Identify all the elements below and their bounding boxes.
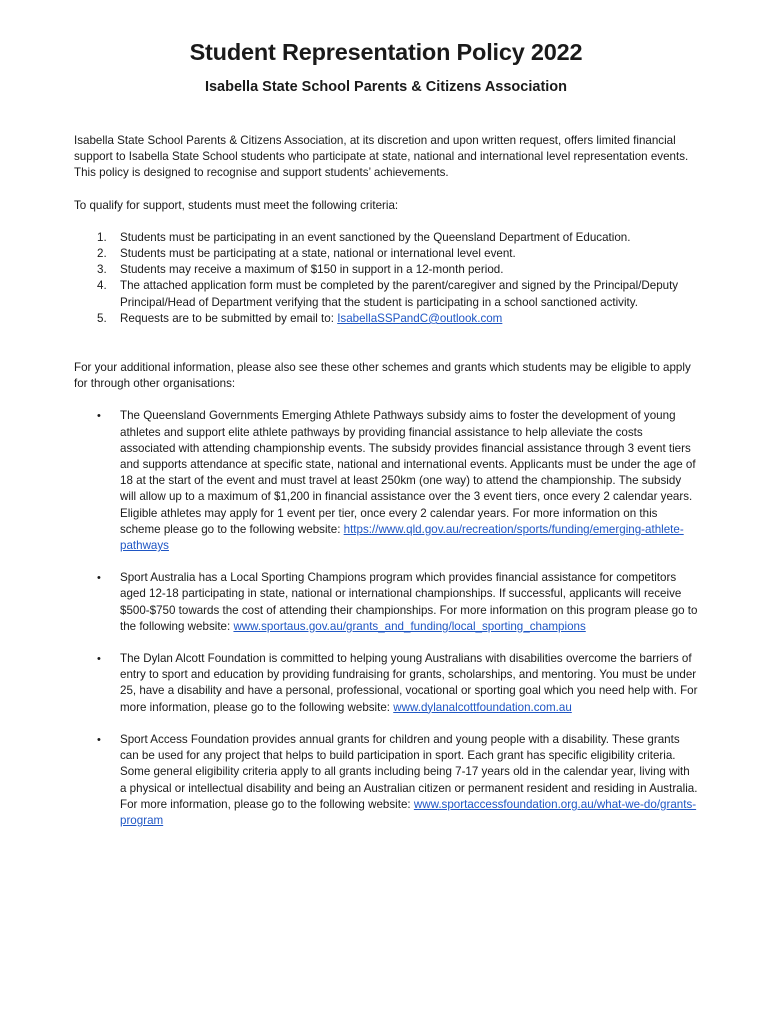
criteria-list — [74, 230, 698, 327]
additional-info-paragraph: For your additional information, please also see these other schemes and grants which students may be eligible to apply for through other organisations: — [74, 361, 691, 391]
bullet-icon: • — [97, 410, 101, 423]
scheme-item — [74, 408, 698, 554]
emerging-athlete-pathways-link[interactable]: https://www.qld.gov.au/recreation/sports/funding/emerging-athlete-pathways — [120, 522, 684, 553]
criteria-text: Students must be participating in an event sanctioned by the Queensland Department of Education. — [120, 230, 631, 244]
sportaus-link[interactable]: www.sportaus.gov.au/grants_and_funding/local_sporting_champions — [233, 619, 586, 633]
criteria-text: The attached application form must be completed by the parent/caregiver and signed by the Principal/Deputy Principal/Head of Department verifying that the student is participating in a school sanctioned activity. — [120, 279, 679, 309]
scheme-text: Sport Access Foundation provides annual grants for children and young people with a disability. These grants can be used for any project that helps to build participation in sport. Each grant has specific eligibility criteria. Some general eligibility criteria apply to all grants including being 7-17 years old in the calendar year, living with a physical or intellectual disability and being an Australian citizen or permanent resident and residing in Australia. For more information, please go to the following website: — [120, 732, 698, 811]
page-subtitle: Isabella State School Parents & Citizens Association — [204, 79, 568, 95]
criteria-number: 4. — [97, 279, 107, 293]
criteria-item — [74, 230, 698, 246]
scheme-text: Sport Australia has a Local Sporting Champions program which provides financial assistance for competitors aged 12-18 participating in state, national or international championships. If successful, applicants will receive $500-$750 towards the cost of attending their championships. For more information on this program please go to the following website: — [120, 571, 698, 633]
criteria-number: 3. — [97, 263, 107, 277]
scheme-text: The Dylan Alcott Foundation is committed to helping young Australians with disabilities overcome the barriers of entry to sport and education by providing fundraising for grants, scholarships, and mentoring. You must be under 25, have a disability and have a personal, professional, vocational or sporting goal which you need help with. For more information, please go to the following website: — [120, 652, 698, 714]
dylan-alcott-link[interactable]: www.dylanalcottfoundation.com.au — [393, 700, 572, 714]
criteria-item — [74, 246, 698, 262]
bullet-icon: • — [97, 572, 101, 585]
page-title: Student Representation Policy 2022 — [189, 39, 583, 65]
scheme-text: The Queensland Governments Emerging Athlete Pathways subsidy aims to foster the development of young athletes and support elite athlete pathways by providing financial assistance to help alleviate the costs associated with attending championship events. The subsidy provides financial assistance through 3 event tiers and supports attendance at specific state, national and international events. Applicants must be under the age of 18 at the start of the event and must travel at least 250km (one way) to attend the championship. The subsidy will allow up to a maximum of $1,200 in financial assistance over the 3 event tiers, once every 2 calendar years. Eligible athletes may apply for 1 event per tier, once every 2 calendar years. For more information on this scheme please go to the following website: — [120, 409, 696, 536]
scheme-item — [74, 570, 698, 635]
intro-paragraph: Isabella State School Parents & Citizens Association, at its discretion and upon written request, offers limited financial support to Isabella State School students who participate at state, national and international level representation events. This policy is designed to recognise and support students’ achievements. — [74, 134, 689, 180]
email-link[interactable]: IsabellaSSPandC@outlook.com — [337, 311, 503, 325]
criteria-number: 1. — [97, 230, 107, 244]
bullet-icon: • — [97, 653, 101, 666]
scheme-item — [74, 651, 698, 716]
criteria-text: Requests are to be submitted by email to: — [120, 311, 338, 325]
criteria-text: Students must be participating at a state, national or international level event. — [120, 247, 516, 261]
criteria-text: Students may receive a maximum of $150 in support in a 12-month period. — [120, 263, 504, 277]
criteria-intro: To qualify for support, students must meet the following criteria: — [74, 198, 399, 212]
criteria-item — [74, 311, 698, 327]
criteria-number: 5. — [97, 311, 107, 325]
criteria-item — [74, 278, 698, 310]
criteria-item — [74, 262, 698, 278]
bullet-icon: • — [97, 733, 101, 746]
schemes-list — [74, 408, 698, 829]
scheme-item — [74, 732, 698, 829]
sport-access-link[interactable]: www.sportaccessfoundation.org.au/what-we-do/grants-program — [120, 797, 697, 827]
criteria-number: 2. — [97, 247, 107, 261]
